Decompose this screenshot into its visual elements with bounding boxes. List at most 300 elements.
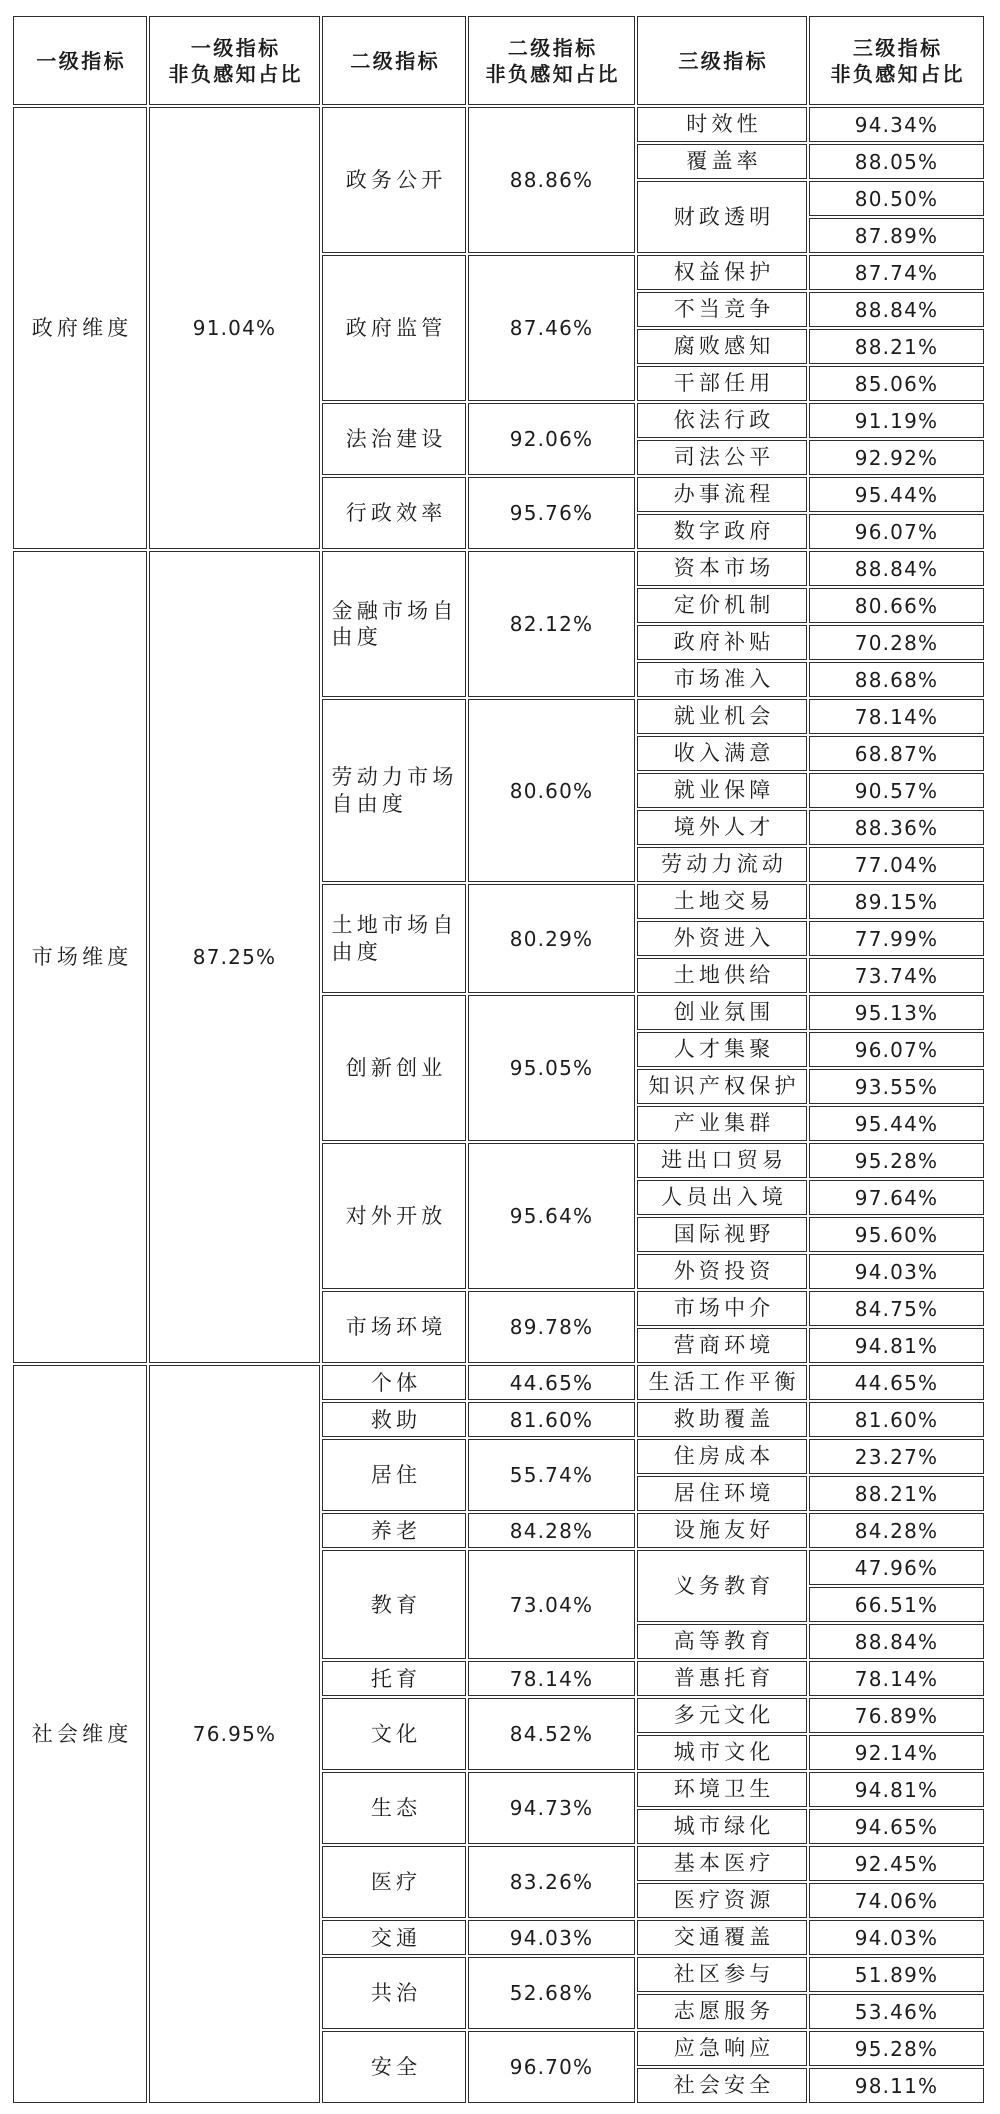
level3-indicator-cell [637, 1032, 807, 1067]
level3-ratio-cell [809, 551, 984, 586]
level3-ratio-cell [809, 1735, 984, 1770]
level3-indicator-text: 市场准入 [673, 667, 775, 692]
level3-indicator-cell [637, 588, 807, 623]
level3-ratio-cell [809, 1624, 984, 1659]
level3-ratio-cell [809, 1587, 984, 1622]
level3-ratio-text: 96.07% [854, 1037, 939, 1062]
indicator-table [11, 14, 986, 2105]
level2-ratio-text: 94.03% [509, 1925, 594, 1950]
level3-indicator-cell [637, 1328, 807, 1363]
level2-ratio-cell [468, 1402, 635, 1437]
level2-indicator-text: 劳动力市场自由度 [331, 765, 458, 816]
level2-indicator-cell [322, 1550, 466, 1659]
level3-ratio-cell [809, 2068, 984, 2103]
level3-ratio-cell [809, 1994, 984, 2029]
level3-ratio-text: 23.27% [854, 1444, 939, 1469]
level2-ratio-cell [468, 107, 635, 253]
level2-indicator-cell [322, 107, 466, 253]
level3-ratio-text: 76.89% [854, 1703, 939, 1728]
level3-ratio-cell [809, 514, 984, 549]
level3-indicator-cell [637, 1883, 807, 1918]
level1-indicator-text: 社会维度 [31, 1721, 133, 1746]
level3-ratio-text: 47.96% [854, 1555, 939, 1580]
level3-indicator-text: 义务教育 [673, 1573, 775, 1598]
level3-indicator-cell [637, 440, 807, 475]
level2-ratio-cell [468, 477, 635, 549]
level3-indicator-text: 基本医疗 [673, 1851, 775, 1876]
level3-indicator-cell [637, 699, 807, 734]
level3-ratio-cell [809, 1069, 984, 1104]
level3-ratio-text: 88.21% [854, 334, 939, 359]
level3-ratio-text: 66.51% [854, 1592, 939, 1617]
level3-indicator-cell [637, 1254, 807, 1289]
level3-indicator-cell [637, 958, 807, 993]
level2-ratio-text: 95.76% [509, 501, 594, 525]
level3-ratio-text: 87.74% [854, 260, 939, 285]
level3-ratio-text: 97.64% [854, 1185, 939, 1210]
level3-ratio-text: 80.66% [854, 593, 939, 618]
level3-ratio-cell [809, 292, 984, 327]
level3-ratio-cell [809, 329, 984, 364]
level3-indicator-text: 城市绿化 [673, 1814, 775, 1839]
level3-ratio-cell [809, 699, 984, 734]
level2-indicator-cell [322, 1143, 466, 1289]
level2-ratio-text: 55.74% [509, 1463, 594, 1487]
level2-indicator-text: 行政效率 [345, 501, 447, 526]
level3-indicator-text: 时效性 [686, 112, 762, 137]
level3-ratio-text: 74.06% [854, 1888, 939, 1913]
level3-ratio-cell [809, 662, 984, 697]
level2-ratio-cell [468, 995, 635, 1141]
level3-indicator-text: 土地供给 [673, 963, 775, 988]
header-level3-ratio [809, 16, 984, 105]
level3-indicator-text: 政府补贴 [673, 630, 775, 655]
level2-ratio-text: 89.78% [509, 1315, 594, 1339]
level3-indicator-cell [637, 1402, 807, 1437]
level1-indicator-cell [13, 1365, 147, 2103]
level3-indicator-cell [637, 773, 807, 808]
level2-indicator-text: 政府监管 [345, 316, 447, 341]
level3-ratio-cell [809, 366, 984, 401]
header-level1-indicator [13, 16, 147, 105]
level3-indicator-cell [637, 2068, 807, 2103]
level3-ratio-text: 92.92% [854, 445, 939, 470]
level3-ratio-text: 87.89% [854, 223, 939, 248]
level3-ratio-text: 94.81% [854, 1333, 939, 1358]
level3-ratio-cell [809, 255, 984, 290]
level2-indicator-cell [322, 1957, 466, 2029]
level3-indicator-text: 人员出入境 [661, 1185, 788, 1210]
level2-ratio-cell [468, 1143, 635, 1289]
level3-ratio-text: 51.89% [854, 1962, 939, 1987]
level3-indicator-text: 普惠托育 [673, 1666, 775, 1691]
level3-indicator-cell [637, 847, 807, 882]
level3-indicator-cell [637, 551, 807, 586]
level2-ratio-cell [468, 1439, 635, 1511]
level3-indicator-text: 办事流程 [673, 482, 775, 507]
level3-ratio-text: 88.05% [854, 149, 939, 174]
level3-indicator-cell [637, 662, 807, 697]
level3-ratio-cell [809, 1883, 984, 1918]
level3-indicator-text: 就业保障 [673, 778, 775, 803]
level3-indicator-cell [637, 995, 807, 1030]
level2-ratio-text: 95.05% [509, 1056, 594, 1080]
level2-ratio-cell [468, 2031, 635, 2103]
level3-indicator-cell [637, 1772, 807, 1807]
level2-indicator-cell [322, 1439, 466, 1511]
level2-ratio-cell [468, 255, 635, 401]
level3-indicator-text: 社区参与 [673, 1962, 775, 1987]
level3-indicator-text: 司法公平 [673, 445, 775, 470]
level3-ratio-text: 95.13% [854, 1000, 939, 1025]
level2-indicator-cell [322, 699, 466, 882]
level3-indicator-text: 外资进入 [673, 926, 775, 951]
level3-indicator-text: 志愿服务 [673, 1999, 775, 2024]
level2-ratio-text: 83.26% [509, 1870, 594, 1894]
level3-indicator-text: 就业机会 [673, 704, 775, 729]
level3-ratio-cell [809, 107, 984, 142]
level3-ratio-text: 85.06% [854, 371, 939, 396]
level2-ratio-cell [468, 1920, 635, 1955]
level3-indicator-cell [637, 1920, 807, 1955]
level3-ratio-text: 84.28% [854, 1518, 939, 1543]
level3-ratio-cell [809, 921, 984, 956]
level2-ratio-text: 44.65% [509, 1370, 594, 1395]
level3-ratio-text: 92.45% [854, 1851, 939, 1876]
level3-ratio-text: 95.60% [854, 1222, 939, 1247]
level3-indicator-text: 境外人才 [673, 815, 775, 840]
level2-ratio-cell [468, 1846, 635, 1918]
level3-indicator-cell [637, 1809, 807, 1844]
level3-ratio-text: 81.60% [854, 1407, 939, 1432]
level3-indicator-cell [637, 1180, 807, 1215]
level2-indicator-text: 交通 [370, 1925, 422, 1950]
level1-ratio-cell [149, 551, 320, 1363]
header-line: 非负感知占比 [830, 61, 965, 86]
level3-indicator-text: 高等教育 [673, 1629, 775, 1654]
level3-ratio-cell [809, 1550, 984, 1585]
level2-ratio-cell [468, 551, 635, 697]
level3-ratio-cell [809, 1254, 984, 1289]
level3-indicator-cell [637, 921, 807, 956]
level3-ratio-text: 93.55% [854, 1074, 939, 1099]
level2-indicator-text: 教育 [370, 1592, 422, 1617]
level2-indicator-cell [322, 995, 466, 1141]
level2-indicator-text: 法治建设 [345, 427, 447, 452]
level3-ratio-cell [809, 1291, 984, 1326]
level3-indicator-text: 权益保护 [673, 260, 775, 285]
level3-ratio-cell [809, 440, 984, 475]
level2-ratio-text: 96.70% [509, 2055, 594, 2079]
level3-ratio-text: 88.84% [854, 297, 939, 322]
level2-indicator-cell [322, 551, 466, 697]
header-row [13, 16, 984, 105]
level3-indicator-text: 依法行政 [673, 408, 775, 433]
level2-ratio-text: 87.46% [509, 316, 594, 340]
level3-ratio-text: 94.03% [854, 1259, 939, 1284]
level3-indicator-text: 数字政府 [673, 519, 775, 544]
level2-indicator-cell [322, 1772, 466, 1844]
level3-ratio-text: 78.14% [854, 1666, 939, 1691]
header-level2-indicator [322, 16, 466, 105]
level2-indicator-cell [322, 403, 466, 475]
level2-ratio-cell [468, 1550, 635, 1659]
level3-ratio-text: 94.81% [854, 1777, 939, 1802]
level2-indicator-cell [322, 255, 466, 401]
level2-indicator-text: 救助 [370, 1407, 422, 1432]
level3-ratio-text: 89.15% [854, 889, 939, 914]
level2-indicator-text: 土地市场自由度 [331, 913, 458, 964]
level3-ratio-cell [809, 588, 984, 623]
header-level1-ratio [149, 16, 320, 105]
header-line: 二级指标 [507, 35, 598, 60]
level2-ratio-cell [468, 1772, 635, 1844]
level3-indicator-text: 市场中介 [673, 1296, 775, 1321]
level3-indicator-cell [637, 255, 807, 290]
header-line: 三级指标 [852, 35, 943, 60]
level3-indicator-text: 城市文化 [673, 1740, 775, 1765]
level3-ratio-cell [809, 1365, 984, 1400]
level2-ratio-text: 92.06% [509, 427, 594, 451]
level3-ratio-text: 88.84% [854, 556, 939, 581]
header-line: 三级指标 [678, 48, 768, 73]
level3-indicator-cell [637, 144, 807, 179]
level3-indicator-text: 居住环境 [673, 1481, 775, 1506]
level3-indicator-cell [637, 514, 807, 549]
level3-indicator-cell [637, 736, 807, 771]
level2-ratio-text: 84.28% [509, 1518, 594, 1543]
level2-indicator-text: 对外开放 [345, 1204, 447, 1229]
level3-indicator-cell [637, 1698, 807, 1733]
level3-indicator-cell [637, 1291, 807, 1326]
level3-ratio-text: 96.07% [854, 519, 939, 544]
level2-ratio-cell [468, 1698, 635, 1770]
level3-ratio-cell [809, 403, 984, 438]
level3-indicator-cell [637, 1365, 807, 1400]
level3-indicator-text: 社会安全 [673, 2073, 775, 2098]
level3-indicator-text: 干部任用 [673, 371, 775, 396]
level3-indicator-text: 财政透明 [673, 204, 775, 229]
level2-ratio-text: 81.60% [509, 1407, 594, 1432]
level2-indicator-cell [322, 1291, 466, 1363]
level3-ratio-cell [809, 1846, 984, 1881]
level3-ratio-cell [809, 736, 984, 771]
level2-indicator-cell [322, 1920, 466, 1955]
level3-ratio-text: 77.99% [854, 926, 939, 951]
level3-indicator-cell [637, 1994, 807, 2029]
level3-indicator-text: 交通覆盖 [673, 1925, 775, 1950]
level2-ratio-text: 80.29% [509, 926, 594, 951]
level3-ratio-cell [809, 958, 984, 993]
level3-ratio-text: 53.46% [854, 1999, 939, 2024]
level3-ratio-cell [809, 1476, 984, 1511]
level2-ratio-text: 88.86% [509, 168, 594, 192]
level2-indicator-text: 市场环境 [345, 1315, 447, 1340]
level3-indicator-cell [637, 1735, 807, 1770]
level2-ratio-cell [468, 403, 635, 475]
level3-ratio-text: 77.04% [854, 852, 939, 877]
header-level3-indicator [637, 16, 807, 105]
level2-ratio-text: 73.04% [509, 1592, 594, 1617]
level3-indicator-text: 住房成本 [673, 1444, 775, 1469]
level2-indicator-text: 政务公开 [345, 168, 447, 193]
level2-ratio-cell [468, 1513, 635, 1548]
level3-indicator-text: 医疗资源 [673, 1888, 775, 1913]
level2-indicator-cell [322, 1698, 466, 1770]
level3-indicator-cell [637, 1661, 807, 1696]
level2-ratio-cell [468, 1661, 635, 1696]
level3-indicator-cell [637, 1476, 807, 1511]
table-row [13, 551, 984, 586]
level3-ratio-text: 88.84% [854, 1629, 939, 1654]
level3-indicator-cell [637, 1624, 807, 1659]
level3-indicator-cell [637, 625, 807, 660]
level3-indicator-text: 知识产权保护 [648, 1074, 800, 1099]
level3-indicator-cell [637, 2031, 807, 2066]
level3-ratio-cell [809, 995, 984, 1030]
level3-ratio-text: 94.34% [854, 112, 939, 137]
level3-ratio-text: 88.36% [854, 815, 939, 840]
level3-ratio-text: 90.57% [854, 778, 939, 803]
level3-indicator-cell [637, 181, 807, 253]
level2-indicator-cell [322, 1365, 466, 1400]
level2-indicator-text: 创新创业 [345, 1056, 447, 1081]
level3-indicator-text: 国际视野 [673, 1222, 775, 1247]
level3-indicator-text: 营商环境 [673, 1333, 775, 1358]
level3-indicator-cell [637, 1439, 807, 1474]
level2-indicator-text: 金融市场自由度 [331, 598, 458, 649]
header-level2-ratio [468, 16, 635, 105]
level2-indicator-text: 医疗 [370, 1870, 422, 1895]
level3-indicator-text: 生活工作平衡 [648, 1370, 800, 1395]
level2-ratio-text: 94.73% [509, 1796, 594, 1820]
level3-ratio-text: 70.28% [854, 630, 939, 655]
level2-indicator-text: 文化 [370, 1722, 422, 1747]
level3-ratio-cell [809, 181, 984, 216]
level2-indicator-cell [322, 1846, 466, 1918]
level2-ratio-text: 78.14% [509, 1666, 594, 1691]
level3-ratio-cell [809, 144, 984, 179]
level3-indicator-cell [637, 1513, 807, 1548]
table-row [13, 107, 984, 142]
level2-ratio-text: 95.64% [509, 1204, 594, 1228]
level3-indicator-cell [637, 403, 807, 438]
level1-indicator-cell [13, 107, 147, 549]
level3-indicator-cell [637, 477, 807, 512]
level1-indicator-text: 市场维度 [31, 944, 133, 969]
level2-indicator-text: 个体 [370, 1370, 422, 1395]
level2-indicator-cell [322, 1402, 466, 1437]
level3-ratio-text: 98.11% [854, 2073, 939, 2098]
level3-ratio-cell [809, 1439, 984, 1474]
level3-indicator-cell [637, 107, 807, 142]
level2-indicator-cell [322, 1513, 466, 1548]
level2-ratio-cell [468, 1957, 635, 2029]
level3-ratio-text: 80.50% [854, 186, 939, 211]
level3-indicator-cell [637, 884, 807, 919]
level3-ratio-cell [809, 1661, 984, 1696]
level3-ratio-text: 68.87% [854, 741, 939, 766]
level2-ratio-text: 52.68% [509, 1981, 594, 2005]
level3-ratio-text: 88.68% [854, 667, 939, 692]
level3-ratio-text: 95.44% [854, 482, 939, 507]
level3-ratio-text: 94.03% [854, 1925, 939, 1950]
level3-ratio-cell [809, 1772, 984, 1807]
level3-ratio-cell [809, 477, 984, 512]
table-header [13, 16, 984, 105]
level2-indicator-text: 生态 [370, 1796, 422, 1821]
level3-indicator-cell [637, 1846, 807, 1881]
level3-ratio-cell [809, 1180, 984, 1215]
level3-ratio-cell [809, 2031, 984, 2066]
level3-ratio-cell [809, 1698, 984, 1733]
level2-indicator-cell [322, 2031, 466, 2103]
level3-ratio-cell [809, 810, 984, 845]
level3-indicator-text: 应急响应 [673, 2036, 775, 2061]
level3-ratio-cell [809, 1513, 984, 1548]
level3-ratio-text: 92.14% [854, 1740, 939, 1765]
level3-ratio-text: 95.44% [854, 1111, 939, 1136]
level2-indicator-text: 共治 [370, 1981, 422, 2006]
header-line: 一级指标 [36, 48, 126, 73]
header-line: 非负感知占比 [168, 61, 303, 86]
level3-ratio-cell [809, 1920, 984, 1955]
level2-indicator-text: 安全 [370, 2055, 422, 2080]
level3-indicator-text: 外资投资 [673, 1259, 775, 1284]
level3-indicator-text: 覆盖率 [686, 149, 762, 174]
level2-ratio-text: 80.60% [509, 778, 594, 803]
level3-ratio-cell [809, 1143, 984, 1178]
level3-ratio-cell [809, 1328, 984, 1363]
level2-ratio-text: 82.12% [509, 612, 594, 636]
level3-indicator-text: 创业氛围 [673, 1000, 775, 1025]
level3-ratio-text: 78.14% [854, 704, 939, 729]
level3-ratio-cell [809, 625, 984, 660]
level3-indicator-text: 资本市场 [673, 556, 775, 581]
header-line: 非负感知占比 [485, 61, 620, 86]
level3-ratio-cell [809, 1106, 984, 1141]
level3-ratio-cell [809, 1809, 984, 1844]
level3-ratio-text: 95.28% [854, 2036, 939, 2061]
level3-indicator-text: 设施友好 [673, 1518, 775, 1543]
level3-indicator-cell [637, 1069, 807, 1104]
level3-ratio-cell [809, 1957, 984, 1992]
level2-ratio-text: 84.52% [509, 1722, 594, 1746]
level3-indicator-text: 环境卫生 [673, 1777, 775, 1802]
level2-indicator-text: 养老 [370, 1518, 422, 1543]
level3-indicator-cell [637, 810, 807, 845]
level1-ratio-text: 91.04% [192, 316, 277, 340]
level1-indicator-cell [13, 551, 147, 1363]
level2-indicator-cell [322, 884, 466, 993]
table-row [13, 1365, 984, 1400]
level3-indicator-text: 救助覆盖 [673, 1407, 775, 1432]
level3-ratio-text: 84.75% [854, 1296, 939, 1321]
level3-ratio-cell [809, 218, 984, 253]
level3-indicator-text: 进出口贸易 [661, 1148, 788, 1173]
level1-ratio-cell [149, 107, 320, 549]
level3-ratio-cell [809, 1217, 984, 1252]
level3-indicator-cell [637, 1550, 807, 1622]
level3-ratio-text: 91.19% [854, 408, 939, 433]
level3-indicator-cell [637, 1957, 807, 1992]
level3-indicator-text: 腐败感知 [673, 334, 775, 359]
level3-ratio-text: 73.74% [854, 963, 939, 988]
level3-indicator-text: 土地交易 [673, 889, 775, 914]
level2-indicator-cell [322, 477, 466, 549]
level3-indicator-text: 产业集群 [673, 1111, 775, 1136]
level3-ratio-text: 88.21% [854, 1481, 939, 1506]
